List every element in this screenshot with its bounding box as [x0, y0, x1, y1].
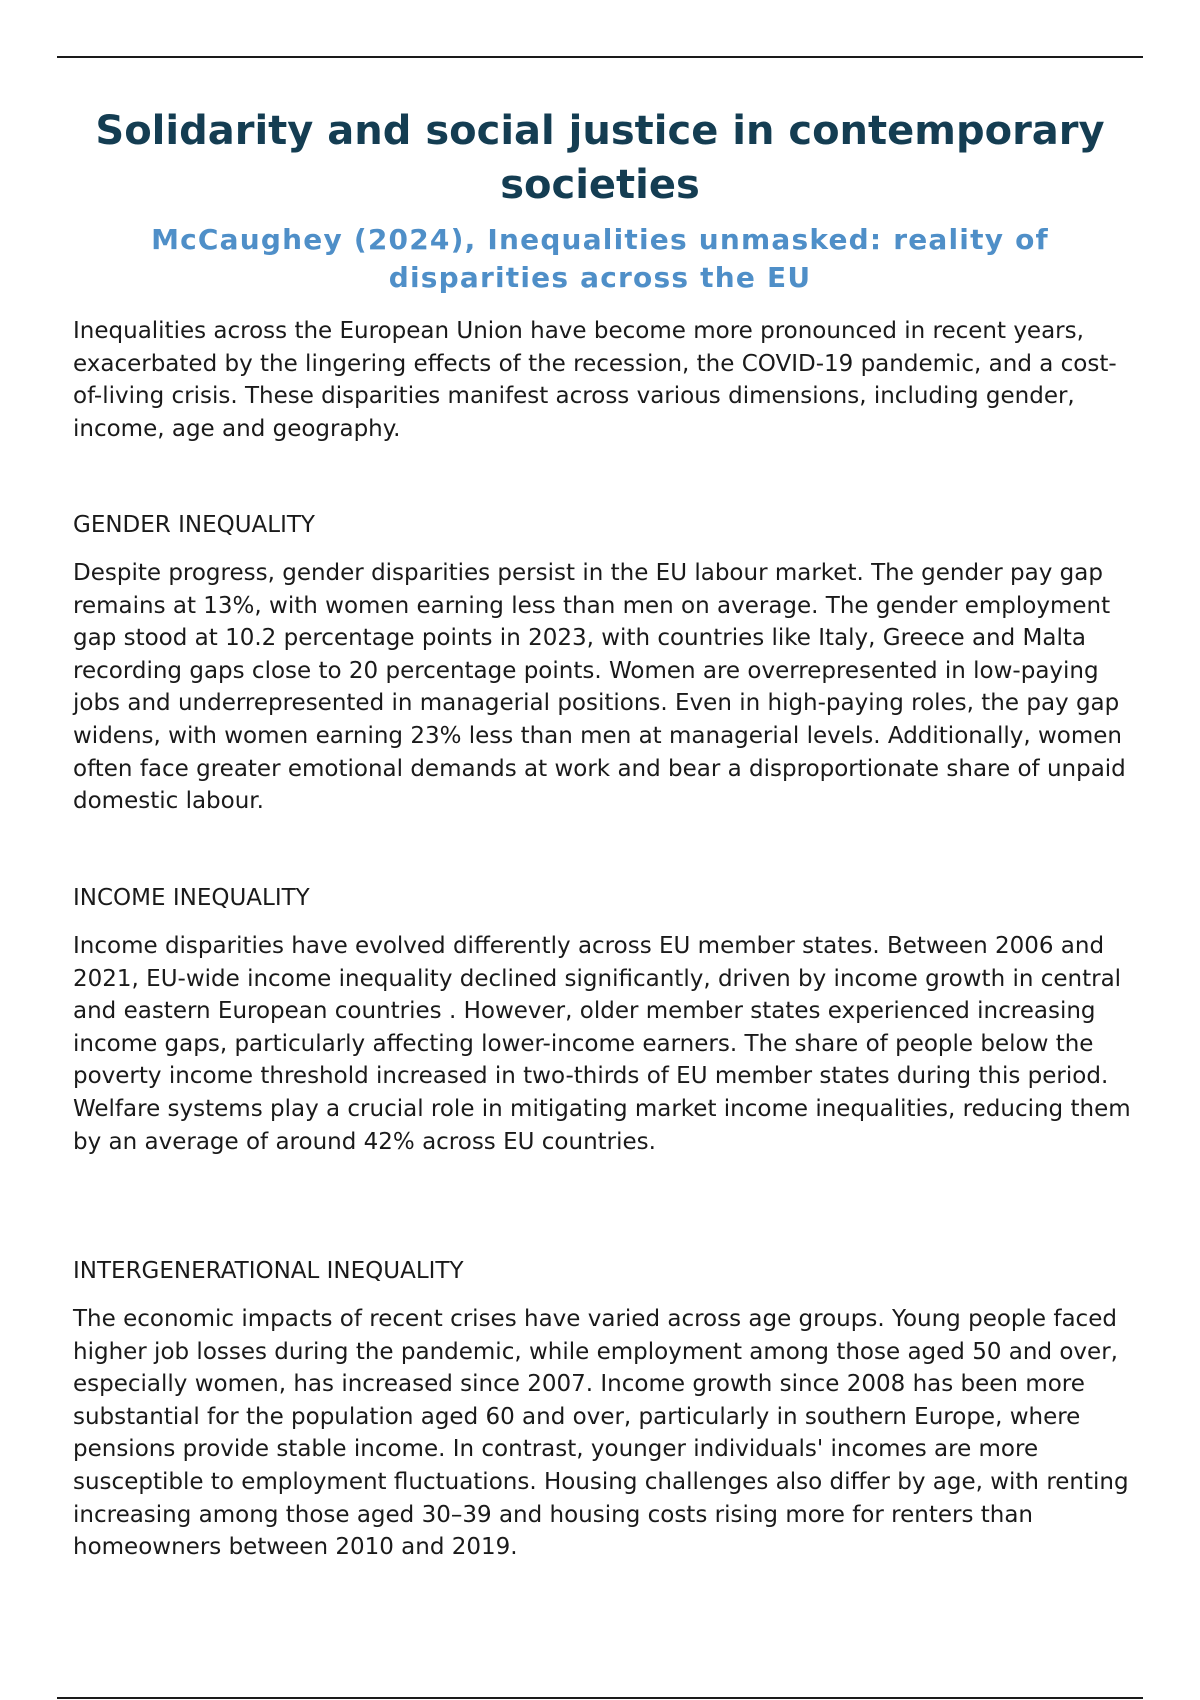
section-heading-gender: GENDER INEQUALITY [73, 512, 315, 538]
section-body-intergenerational: The economic impacts of recent crises have varied across age groups. Young people faced higher job losses during the pandemic, while employment among those aged 50 and over, especially women, has increased since 2007. Income growth since 2008 has been more substantial for the population aged 60 and over, particularly in southern Europe, where pensions provide stable income. In contrast, younger individuals' incomes are more susceptible to employment fluctuations. Housing challenges also differ by age, with renting increasing among those aged 30–39 and housing costs rising more for renters than homeowners between 2010 and 2019. [73, 1306, 1129, 1561]
document-subtitle: McCaughey (2024), Inequalities unmasked: reality of disparities across the EU [151, 223, 1049, 294]
section-body-income: Income disparities have evolved differently across EU member states. Between 2006 and 2021, EU-wide income inequality declined significantly, driven by income growth in central and eastern European countries . However, older member states experienced increasing income gaps, particularly affecting lower-income earners. The share of people below the poverty income threshold increased in two-thirds of EU member states during this period. Welfare systems play a crucial role in mitigating market income inequalities, reducing them by an average of around 42% across EU countries. [73, 933, 1131, 1155]
top-rule [57, 56, 1143, 58]
section-heading-intergenerational: INTERGENERATIONAL INEQUALITY [73, 1258, 464, 1284]
bottom-rule [57, 1697, 1143, 1699]
document-title: Solidarity and social justice in contemporary societies [95, 108, 1105, 208]
section-body-gender: Despite progress, gender disparities persist in the EU labour market. The gender pay gap remains at 13%, with women earning less than men on average. The gender employment gap stood at 10.2 percentage points in 2023, with countries like Italy, Greece and Malta recording gaps close to 20 percentage points. Women are overrepresented in low-paying jobs and underrepresented in managerial positions. Even in high-paying roles, the pay gap widens, with women earning 23% less than men at managerial levels. Additionally, women often face greater emotional demands at work and bear a disproportionate share of unpaid domestic labour. [73, 560, 1126, 815]
intro-paragraph: Inequalities across the European Union have become more pronounced in recent years, exacerbated by the lingering effects of the recession, the COVID-19 pandemic, and a cost-of-living crisis. These disparities manifest across various dimensions, including gender, income, age and geography. [73, 318, 1117, 442]
section-heading-income: INCOME INEQUALITY [73, 885, 310, 911]
